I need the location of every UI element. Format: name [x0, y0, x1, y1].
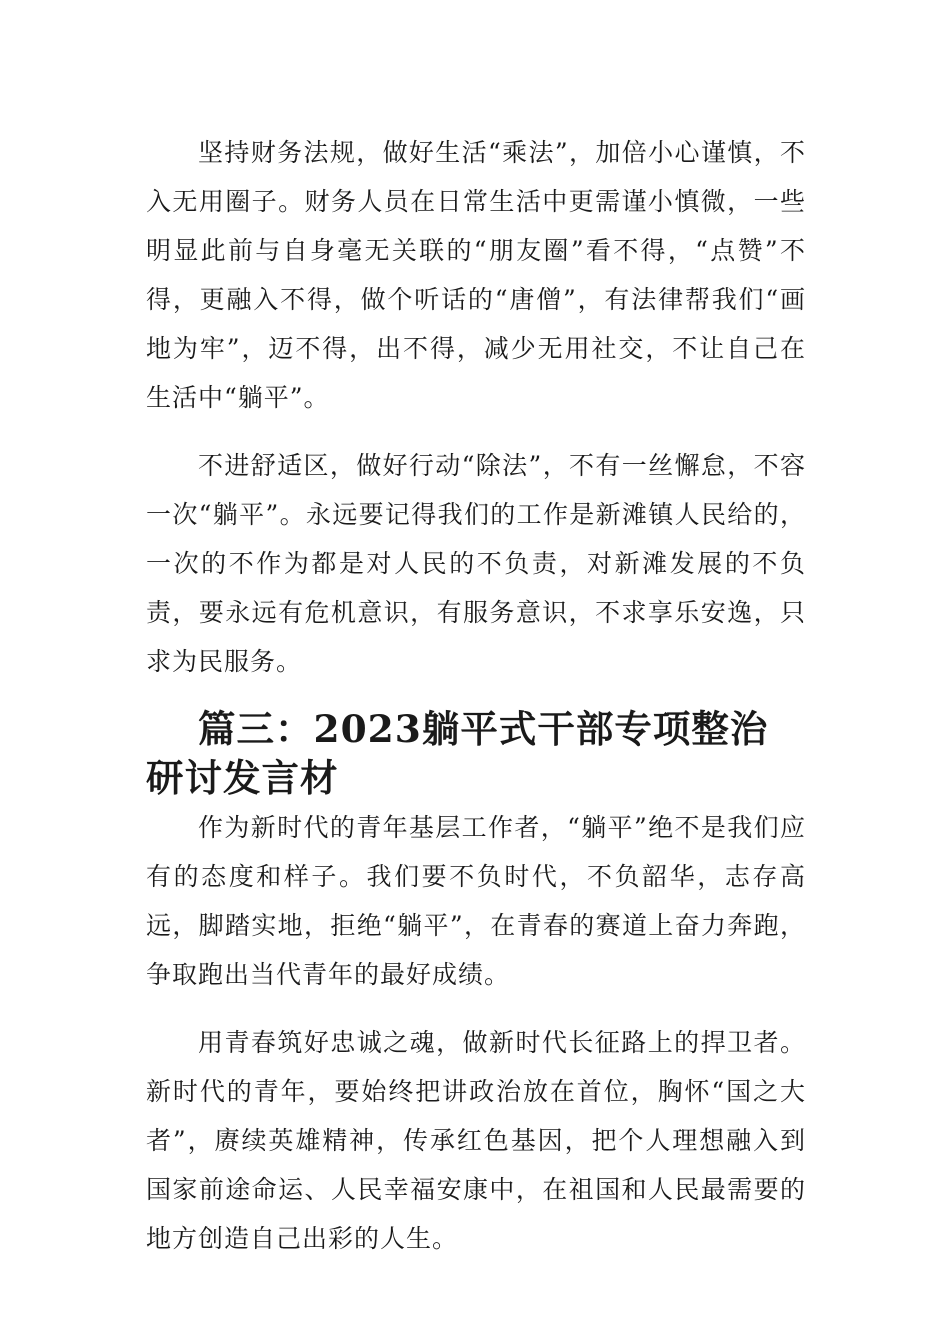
paragraph-loyalty: 用青春筑好忠诚之魂，做新时代长征路上的捍卫者。新时代的青年，要始终把讲政治放在首位，胸怀“国之大者”，赓续英雄精神，传承红色基因，把个人理想融入到国家前途命运、人民幸福安康中，在祖国和人民最需要的地方创造自己出彩的人生。	[146, 1028, 806, 1253]
paragraph-young-workers: 作为新时代的青年基层工作者，“躺平”绝不是我们应有的态度和样子。我们要不负时代，不负韶华，志存高远，脚踏实地，拒绝“躺平”，在青春的赛道上奋力奔跑，争取跑出当代青年的最好成绩。	[146, 813, 806, 989]
document-body	[146, 128, 806, 1282]
paragraph-comfort-zone: 不进舒适区，做好行动“除法”，不有一丝懈怠，不容一次“躺平”。永远要记得我们的工作是新滩镇人民给的，一次的不作为都是对人民的不负责，对新滩发展的不负责，要永远有危机意识，有服务意识，不求享乐安逸，只求为民服务。	[146, 451, 806, 676]
paragraph-finance-rules: 坚持财务法规，做好生活“乘法”，加倍小心谨慎，不入无用圈子。财务人员在日常生活中更需谨小慎微，一些明显此前与自身毫无关联的“朋友圈”看不得，“点赞”不得，更融入不得，做个听话的“唐僧”，有法律帮我们“画地为牢”，迈不得，出不得，减少无用社交，不让自己在生活中“躺平”。	[146, 138, 806, 412]
section-heading: 篇三：2023躺平式干部专项整治研讨发言材	[146, 707, 769, 800]
